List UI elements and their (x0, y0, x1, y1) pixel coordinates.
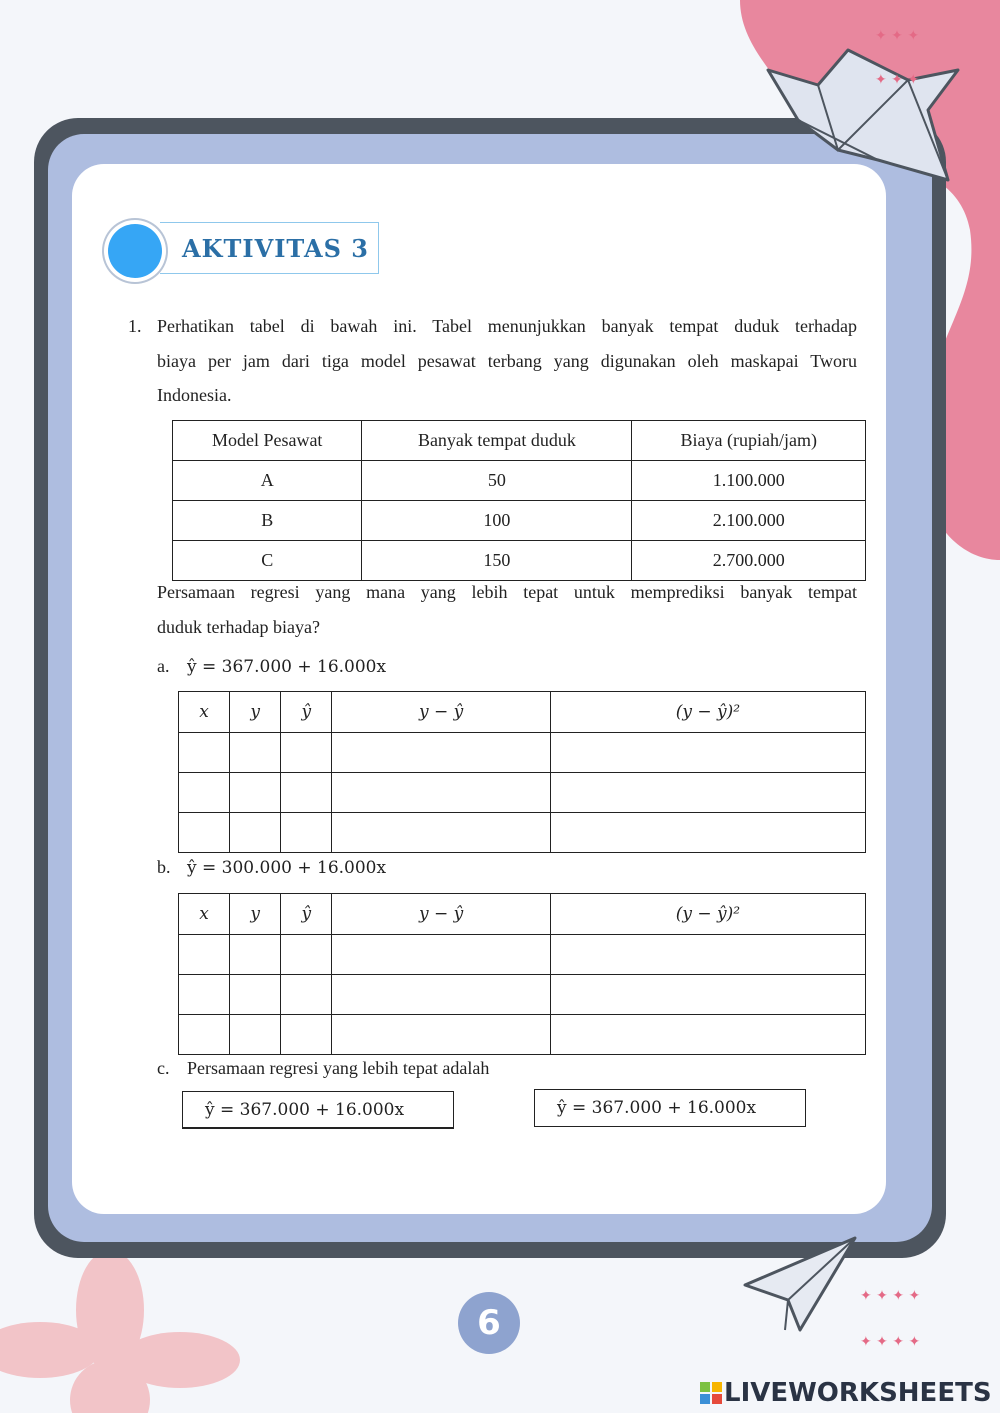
input-cell[interactable] (230, 935, 281, 975)
input-cell[interactable] (550, 975, 865, 1015)
equation-text: ŷ = 300.000 + 16.000x (187, 858, 387, 878)
table-cell: 50 (362, 461, 632, 501)
activity-title: AKTIVITAS 3 (182, 234, 369, 263)
input-cell[interactable] (230, 733, 281, 773)
table-cell: 150 (362, 541, 632, 581)
input-cell[interactable] (230, 1015, 281, 1055)
calc-header: y − ŷ (332, 692, 550, 733)
table-header: Model Pesawat (173, 421, 362, 461)
input-cell[interactable] (179, 813, 230, 853)
part-c-sentence: Persamaan regresi yang lebih tepat adalah (187, 1058, 490, 1078)
table-header: Biaya (rupiah/jam) (632, 421, 866, 461)
input-cell[interactable] (230, 975, 281, 1015)
part-a-equation (157, 656, 386, 677)
activity-header (102, 212, 402, 284)
input-cell[interactable] (332, 773, 550, 813)
part-b-equation (157, 857, 386, 878)
input-cell[interactable] (179, 975, 230, 1015)
answer-option-left[interactable]: ŷ = 367.000 + 16.000x (182, 1091, 454, 1129)
page-number: 6 (458, 1292, 520, 1354)
table-cell: A (173, 461, 362, 501)
sparkle-icon: ✦ ✦ ✦ (875, 72, 920, 88)
table-cell: 100 (362, 501, 632, 541)
input-cell[interactable] (179, 773, 230, 813)
input-cell[interactable] (281, 733, 332, 773)
input-cell[interactable] (332, 975, 550, 1015)
input-cell[interactable] (281, 813, 332, 853)
table-row (179, 1015, 866, 1055)
input-cell[interactable] (179, 733, 230, 773)
table-cell: C (173, 541, 362, 581)
calc-header: y − ŷ (332, 894, 550, 935)
intro-line: biaya per jam dari tiga model pesawat terbang yang digunakan oleh maskapai Tworu (157, 350, 857, 371)
question-intro (157, 309, 857, 413)
intro-line: Indonesia. (157, 385, 232, 405)
input-cell[interactable] (332, 935, 550, 975)
table-row (173, 501, 866, 541)
intro-line: Perhatikan tabel di bawah ini. Tabel menunjukkan banyak tempat duduk terhadap (157, 316, 857, 336)
table-row (173, 461, 866, 501)
input-cell[interactable] (550, 1015, 865, 1055)
table-cell: 2.700.000 (632, 541, 866, 581)
table-cell: 1.100.000 (632, 461, 866, 501)
input-cell[interactable] (550, 773, 865, 813)
prompt-line: Persamaan regresi yang mana yang lebih tepat untuk memprediksi banyak tempat (157, 582, 857, 602)
origami-bird-icon (758, 40, 968, 190)
input-cell[interactable] (281, 773, 332, 813)
part-label: a. (157, 656, 170, 676)
table-row (179, 813, 866, 853)
calc-table-b (178, 893, 866, 1055)
part-label: c. (157, 1058, 170, 1078)
table-row (179, 935, 866, 975)
input-cell[interactable] (332, 733, 550, 773)
calc-header: (y − ŷ)² (550, 692, 865, 733)
aircraft-data-table (172, 420, 866, 581)
sparkle-icon: ✦ ✦ ✦ ✦ (860, 1288, 921, 1304)
input-cell[interactable] (281, 1015, 332, 1055)
equation-text: ŷ = 367.000 + 16.000x (187, 657, 387, 677)
activity-circle-icon (108, 224, 162, 278)
input-cell[interactable] (550, 813, 865, 853)
calc-header: ŷ (281, 692, 332, 733)
sparkle-icon: ✦ ✦ ✦ (875, 28, 920, 44)
input-cell[interactable] (179, 935, 230, 975)
question-prompt (157, 575, 857, 644)
input-cell[interactable] (332, 1015, 550, 1055)
table-header: Banyak tempat duduk (362, 421, 632, 461)
table-cell: B (173, 501, 362, 541)
liveworksheets-logo (700, 1378, 992, 1408)
part-c-text (157, 1058, 489, 1079)
input-cell[interactable] (281, 975, 332, 1015)
calc-header: (y − ŷ)² (550, 894, 865, 935)
calc-header: ŷ (281, 894, 332, 935)
input-cell[interactable] (230, 813, 281, 853)
brand-text: LIVEWORKSHEETS (724, 1378, 992, 1408)
table-row (179, 773, 866, 813)
input-cell[interactable] (281, 935, 332, 975)
prompt-line: duduk terhadap biaya? (157, 616, 320, 637)
input-cell[interactable] (550, 935, 865, 975)
calc-header: x (179, 894, 230, 935)
liveworksheets-icon (700, 1382, 722, 1404)
answer-option-right[interactable]: ŷ = 367.000 + 16.000x (534, 1089, 806, 1127)
input-cell[interactable] (230, 773, 281, 813)
question-number: 1. (128, 316, 142, 336)
calc-header: x (179, 692, 230, 733)
paper-plane-icon (740, 1230, 860, 1340)
sparkle-icon: ✦ ✦ ✦ ✦ (860, 1334, 921, 1350)
part-label: b. (157, 857, 171, 877)
input-cell[interactable] (332, 813, 550, 853)
table-cell: 2.100.000 (632, 501, 866, 541)
calc-header: y (230, 692, 281, 733)
pink-flower-bottom-left (0, 1250, 240, 1413)
table-row (179, 733, 866, 773)
input-cell[interactable] (550, 733, 865, 773)
table-row (179, 975, 866, 1015)
calc-header: y (230, 894, 281, 935)
calc-table-a (178, 691, 866, 853)
input-cell[interactable] (179, 1015, 230, 1055)
